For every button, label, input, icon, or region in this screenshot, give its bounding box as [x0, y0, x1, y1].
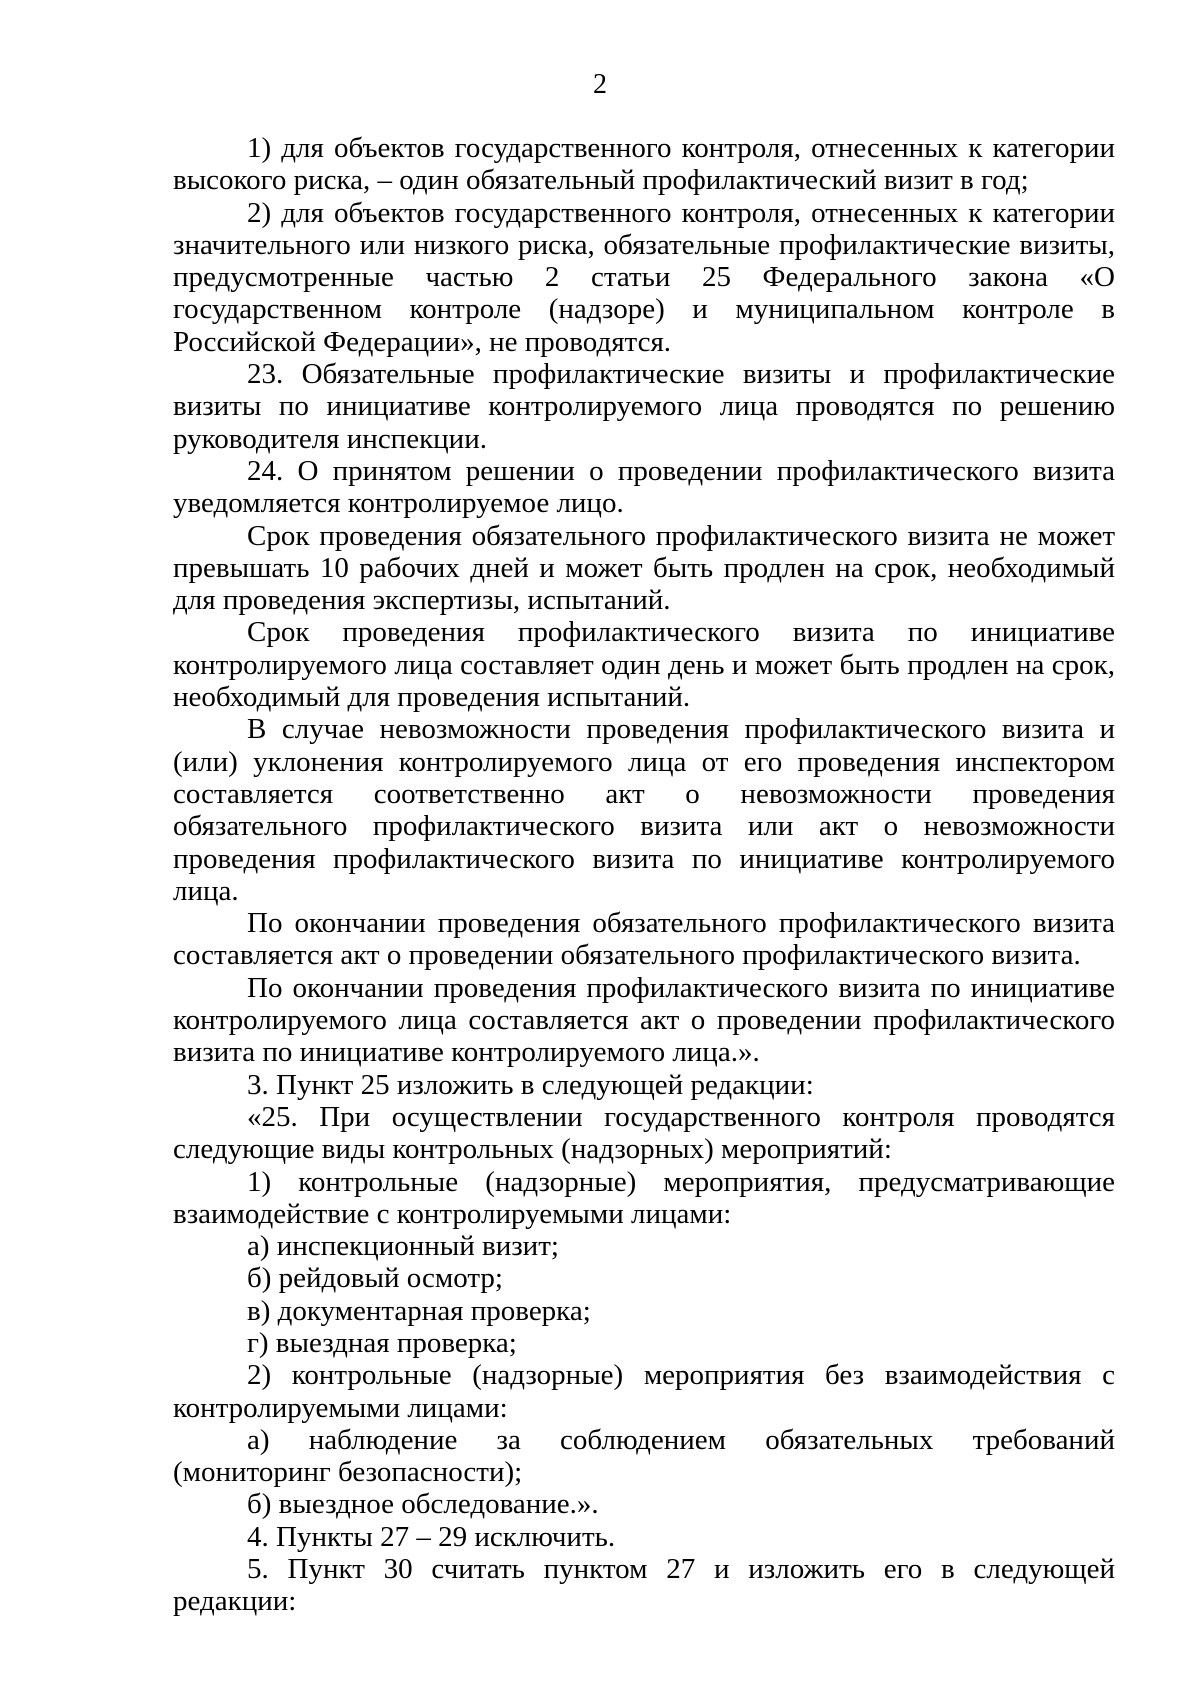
paragraph: 24. О принятом решении о проведении профилактического визита уведомляется контролируемое лицо.	[173, 454, 1115, 520]
paragraph: «25. При осуществлении государственного контроля проводятся следующие виды контрольных (надзорных) мероприятий:	[173, 1100, 1115, 1166]
paragraph: 2) контрольные (надзорные) мероприятия без взаимодействия с контролируемыми лицами:	[173, 1359, 1115, 1424]
page-number: 2	[593, 69, 607, 100]
paragraph: По окончании проведения профилактического визита по инициативе контролируемого лица составляется акт о проведении профилактического визита по инициативе контролируемого лица.».	[173, 971, 1115, 1069]
paragraph: в) документарная проверка;	[247, 1294, 591, 1327]
paragraph: б) рейдовый осмотр;	[247, 1262, 503, 1295]
paragraph: а) наблюдение за соблюдением обязательных требований (мониторинг безопасности);	[173, 1423, 1115, 1489]
document-body	[173, 132, 1115, 1618]
paragraph: По окончании проведения обязательного профилактического визита составляется акт о проведении обязательного профилактического визита.	[173, 907, 1115, 972]
paragraph: 5. Пункт 30 считать пунктом 27 и изложить его в следующей редакции:	[173, 1553, 1115, 1618]
paragraph: б) выездное обследование.».	[247, 1488, 599, 1521]
paragraph: 23. Обязательные профилактические визиты и профилактические визиты по инициативе контролируемого лица проводятся по решению руководителя инспекции.	[173, 358, 1115, 455]
paragraph: 1) для объектов государственного контроля, отнесенных к категории высокого риска, – один обязательный профилактический визит в год;	[173, 132, 1115, 197]
paragraph: 3. Пункт 25 изложить в следующей редакции:	[247, 1068, 814, 1101]
paragraph: г) выездная проверка;	[247, 1326, 517, 1359]
paragraph: 2) для объектов государственного контроля, отнесенных к категории значительного или низкого риска, обязательные профилактические визиты, предусмотренные частью 2 статьи 25 Федерального закона «О государственном контроле (надзоре) и муниципальном контроле в Российской Федерации», не проводятся.	[173, 196, 1115, 358]
paragraph: Срок проведения обязательного профилактического визита не может превышать 10 рабочих дней и может быть продлен на срок, необходимый для проведения экспертизы, испытаний.	[173, 519, 1115, 617]
paragraph: а) инспекционный визит;	[247, 1230, 559, 1263]
paragraph: 1) контрольные (надзорные) мероприятия, предусматривающие взаимодействие с контролируемыми лицами:	[173, 1165, 1115, 1230]
paragraph: В случае невозможности проведения профилактического визита и (или) уклонения контролируемого лица от его проведения инспектором составляется соответственно акт о невозможности проведения обязательного профилактического визита или акт о невозможности проведения профилактического визита по инициативе контролируемого лица.	[173, 713, 1115, 907]
paragraph: Срок проведения профилактического визита по инициативе контролируемого лица составляет один день и может быть продлен на срок, необходимый для проведения испытаний.	[173, 616, 1115, 714]
paragraph: 4. Пункты 27 – 29 исключить.	[247, 1520, 616, 1553]
